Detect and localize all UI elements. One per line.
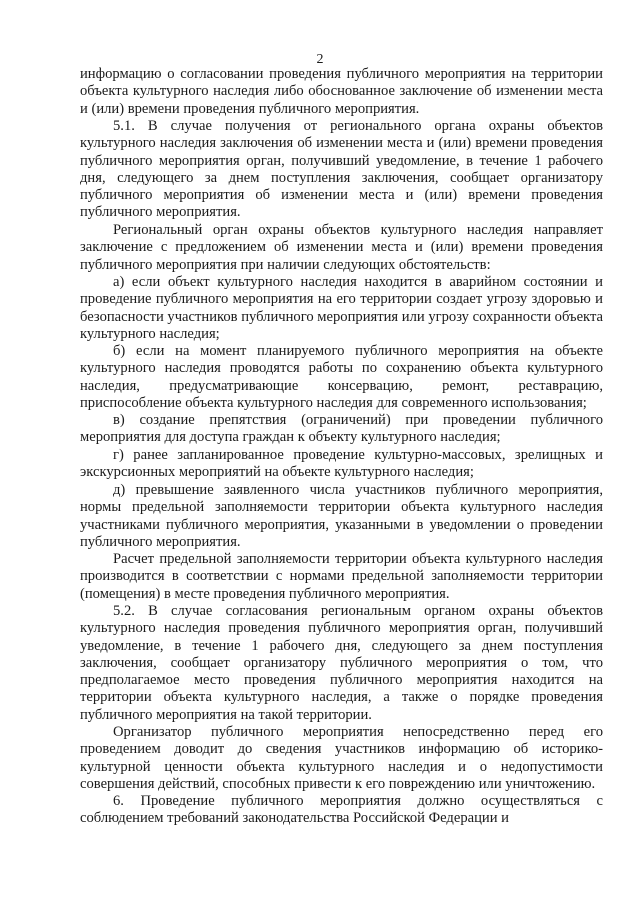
paragraph-6: 6. Проведение публичного мероприятия должно осуществляться с соблюдением требований законодательства Российской Федерации и (80, 793, 603, 827)
paragraph-item-v: в) создание препятствия (ограничений) при проведении публичного мероприятия для доступа граждан к объекту культурного наследия; (80, 412, 603, 446)
paragraph-organizer: Организатор публичного мероприятия непосредственно перед его проведением доводит до сведения участников информацию об историко-культурной ценности объекта культурного наследия и о недопустимости совершения действий, способных привести к его повреждению или уничтожению. (80, 724, 603, 792)
paragraph-item-d: д) превышение заявленного числа участников публичного мероприятия, нормы предельной заполняемости территории объекта культурного наследия участниками публичного мероприятия, указанными в уведомлении о проведении публичного мероприятия. (80, 482, 603, 550)
paragraph-continuation: информацию о согласовании проведения публичного мероприятия на территории объекта культурного наследия либо обоснованное заключение об изменении места и (или) времени проведения публичного мероприятия. (80, 66, 603, 117)
paragraph-regional-body: Региональный орган охраны объектов культурного наследия направляет заключение с предложением об изменении места и (или) времени проведения публичного мероприятия при наличии следующих обстоятельств: (80, 222, 603, 273)
paragraph-calculation: Расчет предельной заполняемости территории объекта культурного наследия производится в соответствии с нормами предельной заполняемости территории (помещения) в месте проведения публичного мероприятия. (80, 551, 603, 602)
paragraph-item-a: а) если объект культурного наследия находится в аварийном состоянии и проведение публичного мероприятия на его территории создает угрозу здоровью и безопасности участников публичного мероприятия или угрозу сохранности объекта культурного наследия; (80, 274, 603, 342)
paragraph-5-2: 5.2. В случае согласования региональным органом охраны объектов культурного наследия проведения публичного мероприятия орган, получивший уведомление, в течение 1 рабочего дня, следующего за днем поступления заключения, сообщает организатору публичного мероприятия о том, что предполагаемое место проведения публичного мероприятия находится на территории объекта культурного наследия, а также о порядке проведения публичного мероприятия на такой территории. (80, 603, 603, 723)
paragraph-item-b: б) если на момент планируемого публичного мероприятия на объекте культурного наследия проводятся работы по сохранению объекта культурного наследия, предусматривающие консервацию, ремонт, реставрацию, приспособление объекта культурного наследия для современного использования; (80, 343, 603, 411)
paragraph-item-g: г) ранее запланированное проведение культурно-массовых, зрелищных и экскурсионных мероприятий на объекте культурного наследия; (80, 447, 603, 481)
paragraph-5-1: 5.1. В случае получения от регионального органа охраны объектов культурного наследия заключения об изменении места и (или) времени проведения публичного мероприятия орган, получивший уведомление, в течение 1 рабочего дня, следующего за днем поступления заключения, сообщает организатору публичного мероприятия об изменении места и (или) времени проведения публичного мероприятия. (80, 118, 603, 221)
page-number: 2 (316, 52, 324, 67)
